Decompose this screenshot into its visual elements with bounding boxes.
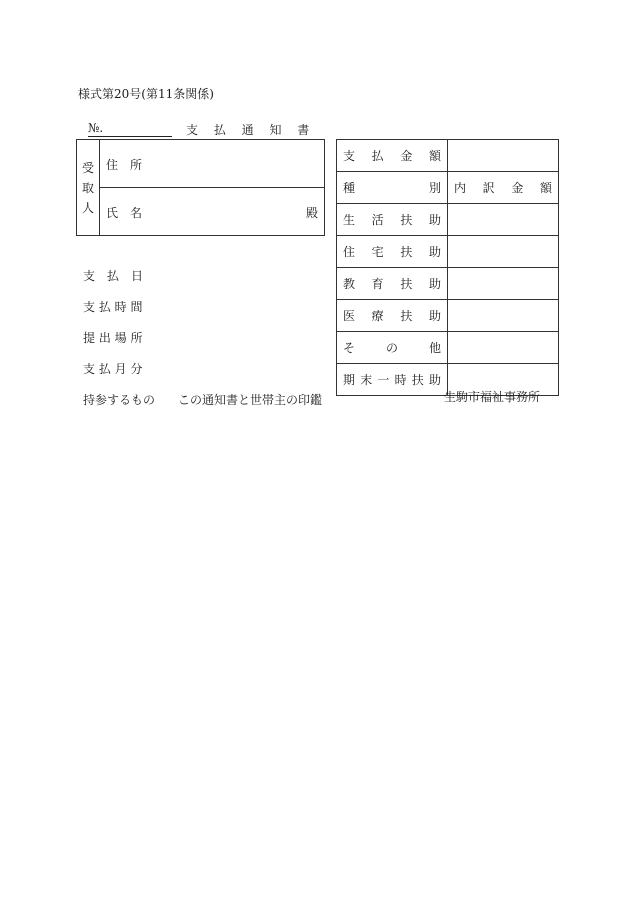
document-title: 支 払 通 知 書 xyxy=(186,123,316,137)
row-label xyxy=(337,140,448,172)
honorific: 殿 xyxy=(305,206,318,220)
address-row xyxy=(100,140,325,188)
table-row xyxy=(337,172,559,204)
label-text: 教 育 扶 助 xyxy=(343,277,441,291)
recipient-char-1: 受 xyxy=(81,160,94,175)
row-value xyxy=(448,172,559,204)
payment-time-label: 支 払 時 間 xyxy=(83,300,143,314)
row-label xyxy=(337,172,448,204)
row-value xyxy=(448,300,559,332)
label-text: 住 宅 扶 助 xyxy=(343,245,441,259)
payment-table xyxy=(336,139,559,396)
row-value xyxy=(448,236,559,268)
table-row xyxy=(337,236,559,268)
payment-date-label: 支 払 日 xyxy=(83,269,144,283)
place-label: 提 出 場 所 xyxy=(83,331,143,345)
table-row xyxy=(337,332,559,364)
issuing-office: 生駒市福祉事務所 xyxy=(444,390,541,404)
table-row xyxy=(337,300,559,332)
row-label xyxy=(337,236,448,268)
recipient-char-2: 取 xyxy=(81,180,94,195)
row-value xyxy=(448,268,559,300)
recipient-side-label xyxy=(77,140,100,236)
label-text: 生 活 扶 助 xyxy=(343,213,441,227)
row-label xyxy=(337,364,448,396)
table-row xyxy=(337,268,559,300)
recipient-char-3: 人 xyxy=(81,200,94,215)
name-label: 氏 名 xyxy=(106,206,143,220)
row-label xyxy=(337,268,448,300)
table-row xyxy=(337,204,559,236)
row-value xyxy=(448,332,559,364)
label-text: そ の 他 xyxy=(343,341,441,355)
recipient-box xyxy=(76,139,325,236)
row-label xyxy=(337,204,448,236)
label-text: 期 末 一 時 扶 助 xyxy=(343,373,441,387)
table-row xyxy=(337,140,559,172)
number-field-line xyxy=(88,122,172,137)
bring-items-label: 持参するもの xyxy=(83,393,156,407)
form-number: 様式第20号(第11条関係) xyxy=(78,87,214,101)
row-value xyxy=(448,204,559,236)
label-text: 支 払 金 額 xyxy=(343,149,441,163)
payment-month-label: 支 払 月 分 xyxy=(83,362,143,376)
number-label: №. xyxy=(88,121,104,135)
name-row xyxy=(100,188,325,236)
bring-items-value: この通知書と世帯主の印鑑 xyxy=(178,393,323,407)
label-text: 種 別 xyxy=(343,181,441,195)
row-label xyxy=(337,300,448,332)
row-value xyxy=(448,140,559,172)
address-label: 住 所 xyxy=(106,158,143,172)
row-label xyxy=(337,332,448,364)
label-text: 医 療 扶 助 xyxy=(343,309,441,323)
value-text: 内 訳 金 額 xyxy=(454,181,552,195)
